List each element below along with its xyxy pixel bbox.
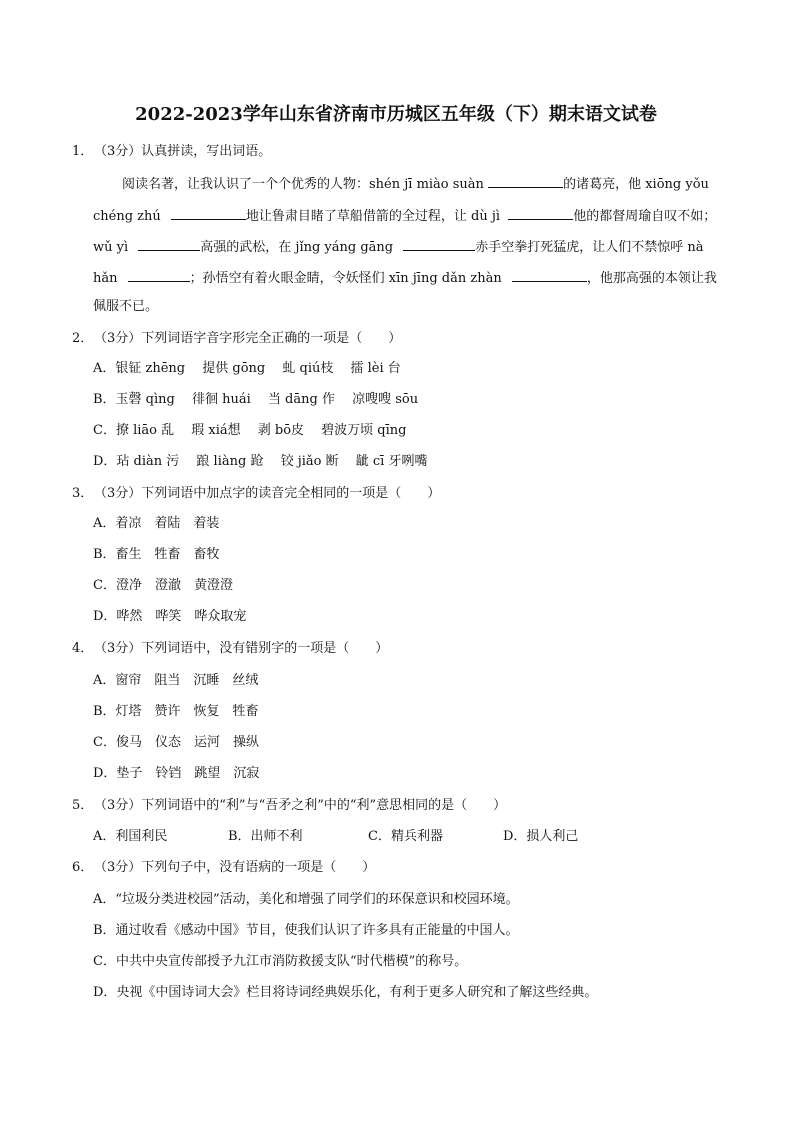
option-d[interactable]: D．央视《中国诗词大会》栏目将诗词经典娱乐化，有利于更多人研究和了解这些经典。 [93,985,598,1000]
question-number: 1． [72,144,94,159]
question-5 [72,797,506,815]
question-number: 2． [72,331,94,346]
question-number: 5． [72,798,94,813]
question-6 [72,859,375,877]
passage-text: 地让鲁肃目睹了草船借箭的全过程，让 dù jì [245,209,501,224]
option-a[interactable]: A．利国利民 [93,829,168,844]
answer-blank[interactable] [138,237,200,251]
passage-text: 阅读名著，让我认识了一个个优秀的人物：shén jī miào suàn [122,177,484,192]
passage-text: ；孙悟空有着火眼金睛，令妖怪们 xīn jīng dǎn zhàn [189,271,502,286]
option-a[interactable]: A．“垃圾分类进校园”活动，美化和增强了同学们的环保意识和校园环境。 [93,892,519,907]
passage-text: ，他那高强的本领让我 [586,271,717,286]
option-b[interactable]: B．畜生 牲畜 畜牧 [93,547,220,562]
answer-blank[interactable] [488,174,563,188]
passage-text: 赤手空拳打死猛虎，让人们不禁惊呼 nà [475,240,704,255]
option-d[interactable]: D．玷 diàn 污 踉 liàng 跄 铰 jiǎo 断 龇 cī 牙咧嘴 [93,454,428,469]
option-c[interactable]: C．撩 liāo 乱 瑕 xiá想 剥 bō皮 碧波万顷 qīng [93,423,407,438]
question-number: 3． [72,486,94,501]
question-stem: （3分）认真拼读，写出词语。 [94,144,272,159]
option-a[interactable]: A．窗帘 阻当 沉睡 丝绒 [93,673,259,688]
question-stem: （3分）下列词语中的“利”与“吾矛之利”中的“利”意思相同的是（ ） [94,798,507,813]
answer-blank[interactable] [128,268,190,282]
passage-text: 他的都督周瑜自叹不如； [573,209,717,224]
question-stem: （3分）下列词语中，没有错别字的一项是（ ） [94,641,389,656]
option-b[interactable]: B．玉磬 qìng 徘徊 huái 当 dāng 作 凉嗖嗖 sōu [93,392,419,407]
q1-passage-line-5: 佩服不已。 [93,299,159,314]
question-stem: （3分）下列句子中，没有语病的一项是（ ） [94,860,376,875]
q1-passage-line-3 [93,237,704,257]
question-3 [72,485,440,503]
option-b[interactable]: B．通过收看《感动中国》节目，使我们认识了许多具有正能量的中国人。 [93,923,519,938]
option-c[interactable]: C．澄净 澄澈 黄澄澄 [93,578,233,593]
option-d[interactable]: D．损人利己 [503,829,579,844]
question-stem: （3分）下列词语中加点字的读音完全相同的一项是（ ） [94,486,441,501]
option-c[interactable]: C．精兵利器 [368,829,443,844]
option-c[interactable]: C．俊马 仪态 运河 操纵 [93,735,259,750]
question-number: 6． [72,860,94,875]
question-4 [72,640,388,658]
option-d[interactable]: D．哗然 哗笑 哗众取宠 [93,609,247,624]
answer-blank[interactable] [508,206,573,220]
question-1 [72,143,271,161]
q1-passage-line-1 [122,174,709,194]
q1-passage-line-4 [93,268,717,288]
answer-blank[interactable] [403,237,475,251]
passage-text: chéng zhú [93,209,161,224]
option-c[interactable]: C．中共中央宣传部授予九江市消防救援支队“时代楷模”的称号。 [93,954,468,969]
option-a[interactable]: A．银钲 zhēng 提供 gōng 虬 qiú枝 擂 lèi 台 [93,361,401,376]
passage-text: 的诸葛亮，他 xiōng yǒu [563,177,709,192]
passage-text: wǔ yì [93,240,129,255]
question-stem: （3分）下列词语字音字形完全正确的一项是（ ） [94,331,402,346]
answer-blank[interactable] [512,268,587,282]
option-d[interactable]: D．垫子 铃铛 跳望 沉寂 [93,766,260,781]
passage-text: 高强的武松，在 jǐng yáng gāng [200,240,394,255]
answer-blank[interactable] [171,206,246,220]
option-b[interactable]: B．灯塔 赞许 恢复 牲畜 [93,704,259,719]
question-number: 4． [72,641,94,656]
question-2 [72,330,401,348]
passage-text: hǎn [93,271,118,286]
page-title: 2022-2023学年山东省济南市历城区五年级（下）期末语文试卷 [135,104,657,125]
option-b[interactable]: B．出师不利 [228,829,303,844]
q1-passage-line-2 [93,206,716,226]
option-a[interactable]: A．着凉 着陆 着装 [93,516,220,531]
